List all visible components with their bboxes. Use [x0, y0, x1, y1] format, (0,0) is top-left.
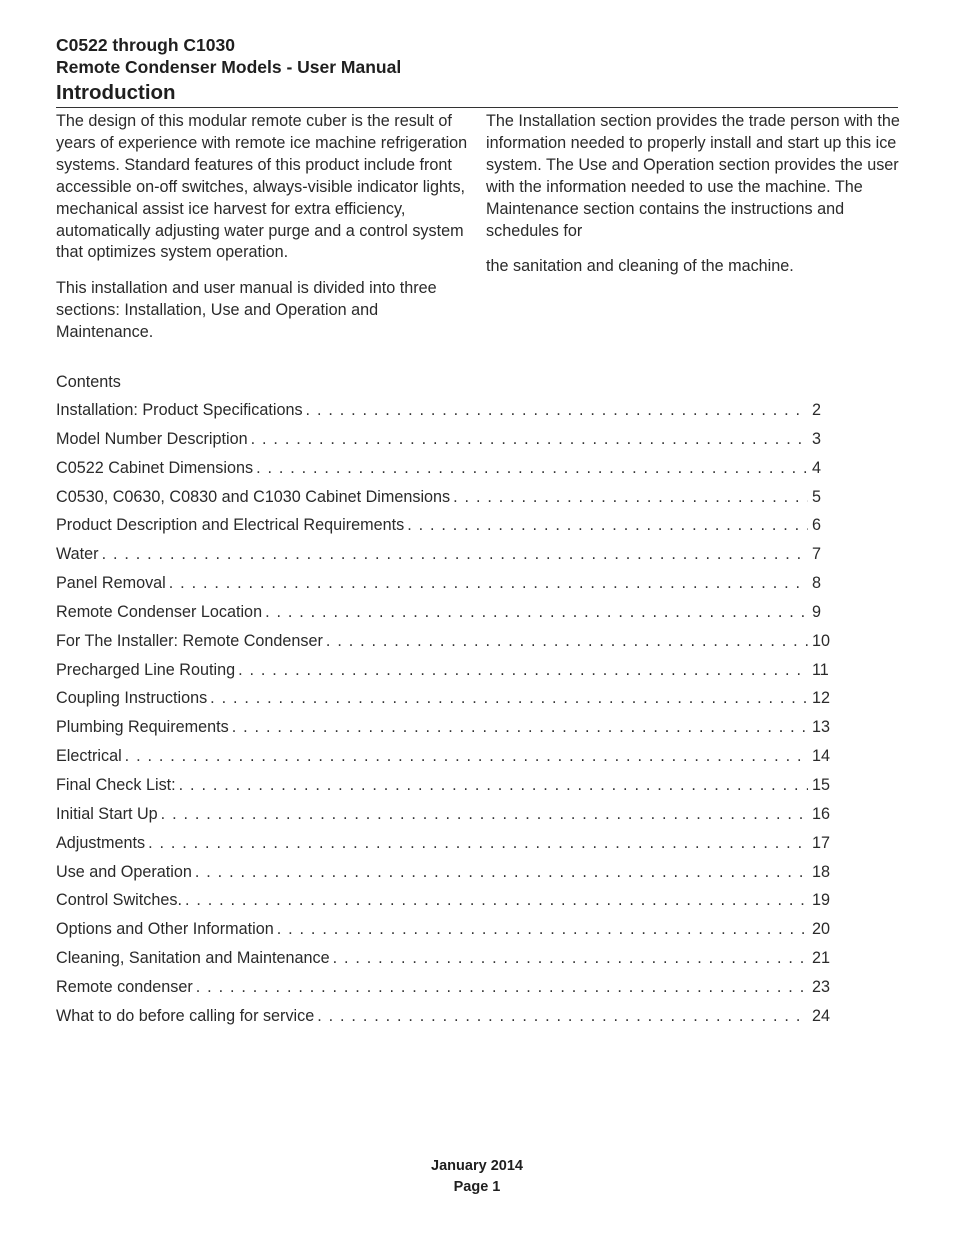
toc-dot-leader	[195, 861, 808, 883]
contents-label: Contents	[56, 373, 121, 391]
page-footer	[0, 1156, 954, 1198]
toc-entry-page: 13	[812, 718, 831, 737]
toc-entry[interactable]	[56, 947, 838, 976]
toc-entry-title: Control Switches.	[56, 889, 185, 911]
toc-entry-page: 17	[812, 833, 831, 852]
toc-dot-leader	[125, 745, 808, 767]
toc-dot-leader	[333, 947, 808, 969]
toc-entry[interactable]	[56, 889, 838, 918]
toc-entry-page: 23	[812, 977, 831, 996]
section-title: Introduction	[56, 81, 176, 104]
toc-entry-page: 4	[812, 458, 822, 477]
toc-entry-page: 24	[812, 1006, 831, 1025]
toc-entry-title: Product Description and Electrical Requirements	[56, 514, 407, 536]
toc-entry-title: Panel Removal	[56, 572, 169, 594]
toc-entry-title: Use and Operation	[56, 861, 195, 883]
toc-dot-leader	[161, 803, 808, 825]
toc-entry[interactable]	[56, 774, 838, 803]
toc-entry-page: 5	[812, 487, 822, 506]
toc-entry-page: 11	[812, 660, 829, 679]
toc-dot-leader	[169, 572, 808, 594]
toc-entry[interactable]	[56, 630, 838, 659]
toc-entry-page: 14	[812, 747, 831, 766]
document-model-range: C0522 through C1030	[56, 35, 235, 55]
toc-entry-page: 12	[812, 689, 831, 708]
toc-entry-title: Remote Condenser Location	[56, 601, 265, 623]
toc-entry-title: Cleaning, Sanitation and Maintenance	[56, 947, 333, 969]
toc-entry-page: 18	[812, 862, 831, 881]
toc-dot-leader	[256, 457, 808, 479]
toc-entry-page: 20	[812, 920, 831, 939]
toc-entry[interactable]	[56, 976, 838, 1005]
intro-left-column	[56, 111, 468, 344]
toc-entry[interactable]	[56, 832, 838, 861]
toc-dot-leader	[102, 543, 808, 565]
toc-entry[interactable]	[56, 601, 838, 630]
toc-entry-page: 6	[812, 516, 822, 535]
toc-entry-page: 16	[812, 804, 831, 823]
toc-entry-title: Initial Start Up	[56, 803, 161, 825]
toc-dot-leader	[148, 832, 808, 854]
toc-entry-title: Installation: Product Specifications	[56, 399, 306, 421]
toc-entry-title: Model Number Description	[56, 428, 251, 450]
toc-entry-page: 9	[812, 602, 822, 621]
toc-entry[interactable]	[56, 745, 838, 774]
toc-entry[interactable]	[56, 514, 838, 543]
intro-paragraph: This installation and user manual is divided into three sections: Installation, Use and Operation and Maintenance.	[56, 279, 437, 342]
toc-dot-leader	[251, 428, 808, 450]
toc-dot-leader	[306, 399, 808, 421]
toc-entry-page: 7	[812, 545, 822, 564]
toc-dot-leader	[196, 976, 808, 998]
footer-page-number: Page 1	[453, 1179, 501, 1195]
toc-dot-leader	[317, 1005, 808, 1027]
toc-entry-title: Electrical	[56, 745, 125, 767]
toc-entry-page: 2	[812, 401, 822, 419]
intro-right-column	[486, 111, 904, 278]
toc-entry-page: 21	[812, 949, 831, 968]
toc-dot-leader	[407, 514, 808, 536]
toc-entry[interactable]	[56, 861, 838, 890]
toc-entry-title: C0522 Cabinet Dimensions	[56, 457, 256, 479]
toc-entry[interactable]	[56, 687, 838, 716]
toc-entry[interactable]	[56, 918, 838, 947]
toc-entry-page: 19	[812, 891, 831, 910]
toc-entry-title: Adjustments	[56, 832, 148, 854]
toc-entry-title: For The Installer: Remote Condenser	[56, 630, 326, 652]
toc-dot-leader	[453, 486, 808, 508]
toc-entry-page: 10	[812, 631, 831, 650]
toc-dot-leader	[185, 889, 808, 911]
toc-entry-page: 15	[812, 775, 831, 794]
toc-entry-title: Plumbing Requirements	[56, 716, 232, 738]
toc-entry-title: C0530, C0630, C0830 and C1030 Cabinet Dimensions	[56, 486, 453, 508]
toc-dot-leader	[179, 774, 808, 796]
intro-paragraph: The Installation section provides the trade person with the information needed to properly install and start up this ice system. The Use and Operation section provides the user with the information needed to use the machine. The Maintenance section contains the instructions and schedules for	[486, 112, 900, 240]
toc-entry[interactable]	[56, 428, 838, 457]
toc-dot-leader	[232, 716, 808, 738]
toc-entry-title: Coupling Instructions	[56, 687, 210, 709]
toc-entry-title: Precharged Line Routing	[56, 659, 238, 681]
toc-entry-title: Remote condenser	[56, 976, 196, 998]
toc-entry[interactable]	[56, 486, 838, 515]
toc-entry[interactable]	[56, 659, 838, 688]
footer-date: January 2014	[431, 1158, 523, 1174]
table-of-contents	[56, 399, 838, 1034]
toc-dot-leader	[265, 601, 808, 623]
toc-dot-leader	[277, 918, 808, 940]
intro-paragraph: the sanitation and cleaning of the machine.	[486, 257, 794, 276]
toc-entry[interactable]	[56, 457, 838, 486]
document-title: Remote Condenser Models - User Manual	[56, 57, 402, 77]
toc-entry-title: What to do before calling for service	[56, 1005, 317, 1027]
toc-entry[interactable]	[56, 399, 838, 428]
page-header	[56, 34, 898, 106]
toc-entry[interactable]	[56, 716, 838, 745]
toc-entry-title: Options and Other Information	[56, 918, 277, 940]
toc-entry-title: Final Check List:	[56, 774, 179, 796]
toc-dot-leader	[326, 630, 808, 652]
toc-entry[interactable]	[56, 1005, 838, 1034]
toc-entry-page: 8	[812, 574, 822, 593]
toc-dot-leader	[238, 659, 808, 681]
toc-dot-leader	[210, 687, 808, 709]
toc-entry-title: Water	[56, 543, 102, 565]
toc-entry[interactable]	[56, 803, 838, 832]
toc-entry-page: 3	[812, 429, 822, 448]
header-divider	[56, 107, 898, 108]
intro-paragraph: The design of this modular remote cuber is the result of years of experience with remote ice machine refrigeration systems. Standard features of this product include front accessible on-off switches, always-visible indicator lights, mechanical assist ice harvest for extra efficiency, automatically adjusting water purge and a control system that optimizes system operation.	[56, 112, 468, 262]
toc-entry[interactable]	[56, 543, 838, 572]
toc-entry[interactable]	[56, 572, 838, 601]
